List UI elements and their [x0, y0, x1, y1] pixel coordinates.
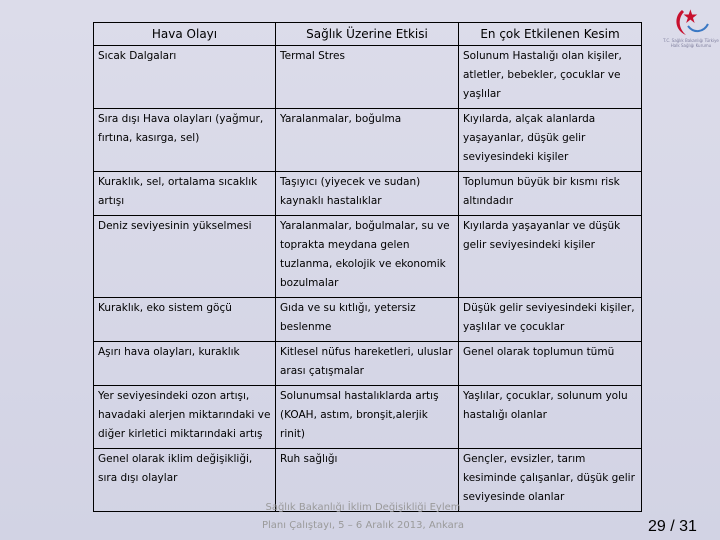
ministry-of-health-logo [668, 4, 714, 58]
climate-health-table [93, 22, 642, 512]
table-cell: Kıyılarda, alçak alanlarda yaşayanlar, düşük gelir seviyesindeki kişiler [459, 109, 642, 172]
table-row [94, 216, 642, 298]
table-cell: Sıcak Dalgaları [94, 46, 276, 109]
crescent-star-icon [668, 4, 714, 40]
table-cell: Yaralanmalar, boğulmalar, su ve toprakta meydana gelen tuzlanma, ekolojik ve ekonomik bozulmalar [276, 216, 459, 298]
table-cell: Yaralanmalar, boğulma [276, 109, 459, 172]
table-cell: Solunum Hastalığı olan kişiler, atletler, bebekler, çocuklar ve yaşlılar [459, 46, 642, 109]
column-header-weather-event: Hava Olayı [94, 23, 276, 46]
table-row [94, 46, 642, 109]
table-cell: Kıyılarda yaşayanlar ve düşük gelir seviyesindeki kişiler [459, 216, 642, 298]
table-row [94, 342, 642, 386]
logo-caption: T.C. Sağlık Bakanlığı Türkiye Halk Sağlığı Kurumu [663, 38, 719, 48]
table-row [94, 298, 642, 342]
table-cell: Deniz seviyesinin yükselmesi [94, 216, 276, 298]
table-cell: Düşük gelir seviyesindeki kişiler, yaşlılar ve çocuklar [459, 298, 642, 342]
table-cell: Sıra dışı Hava olayları (yağmur, fırtına, kasırga, sel) [94, 109, 276, 172]
table-cell: Kuraklık, eko sistem göçü [94, 298, 276, 342]
table-cell: Kitlesel nüfus hareketleri, uluslar arası çatışmalar [276, 342, 459, 386]
table-row [94, 172, 642, 216]
column-header-health-effect: Sağlık Üzerine Etkisi [276, 23, 459, 46]
table-cell: Kuraklık, sel, ortalama sıcaklık artışı [94, 172, 276, 216]
table-cell: Termal Stres [276, 46, 459, 109]
column-header-affected-group: En çok Etkilenen Kesim [459, 23, 642, 46]
table-cell: Gıda ve su kıtlığı, yetersiz beslenme [276, 298, 459, 342]
table-cell: Yer seviyesindeki ozon artışı, havadaki alerjen miktarındaki ve diğer kirletici miktarındaki artış [94, 386, 276, 449]
page-number: 29 / 31 [648, 518, 697, 535]
footer-caption: Sağlık Bakanlığı İklim Değişikliği Eylem Planı Çalıştayı, 5 – 6 Aralık 2013, Ankara [261, 502, 465, 531]
table-cell: Toplumun büyük bir kısmı risk altındadır [459, 172, 642, 216]
table-cell: Taşıyıcı (yiyecek ve sudan) kaynaklı hastalıklar [276, 172, 459, 216]
table-cell: Solunumsal hastalıklarda artış (KOAH, astım, bronşit,alerjik rinit) [276, 386, 459, 449]
table-header-row [94, 23, 642, 46]
table-cell: Genel olarak toplumun tümü [459, 342, 642, 386]
table-cell: Ruh sağlığı [276, 449, 459, 512]
table-cell: Gençler, evsizler, tarım kesiminde çalışanlar, düşük gelir seviyesinde olanlar [459, 449, 642, 512]
table-cell: Genel olarak iklim değişikliği, sıra dışı olaylar [94, 449, 276, 512]
table-row [94, 386, 642, 449]
table-cell: Yaşlılar, çocuklar, solunum yolu hastalığı olanlar [459, 386, 642, 449]
table-row [94, 109, 642, 172]
table-cell: Aşırı hava olayları, kuraklık [94, 342, 276, 386]
